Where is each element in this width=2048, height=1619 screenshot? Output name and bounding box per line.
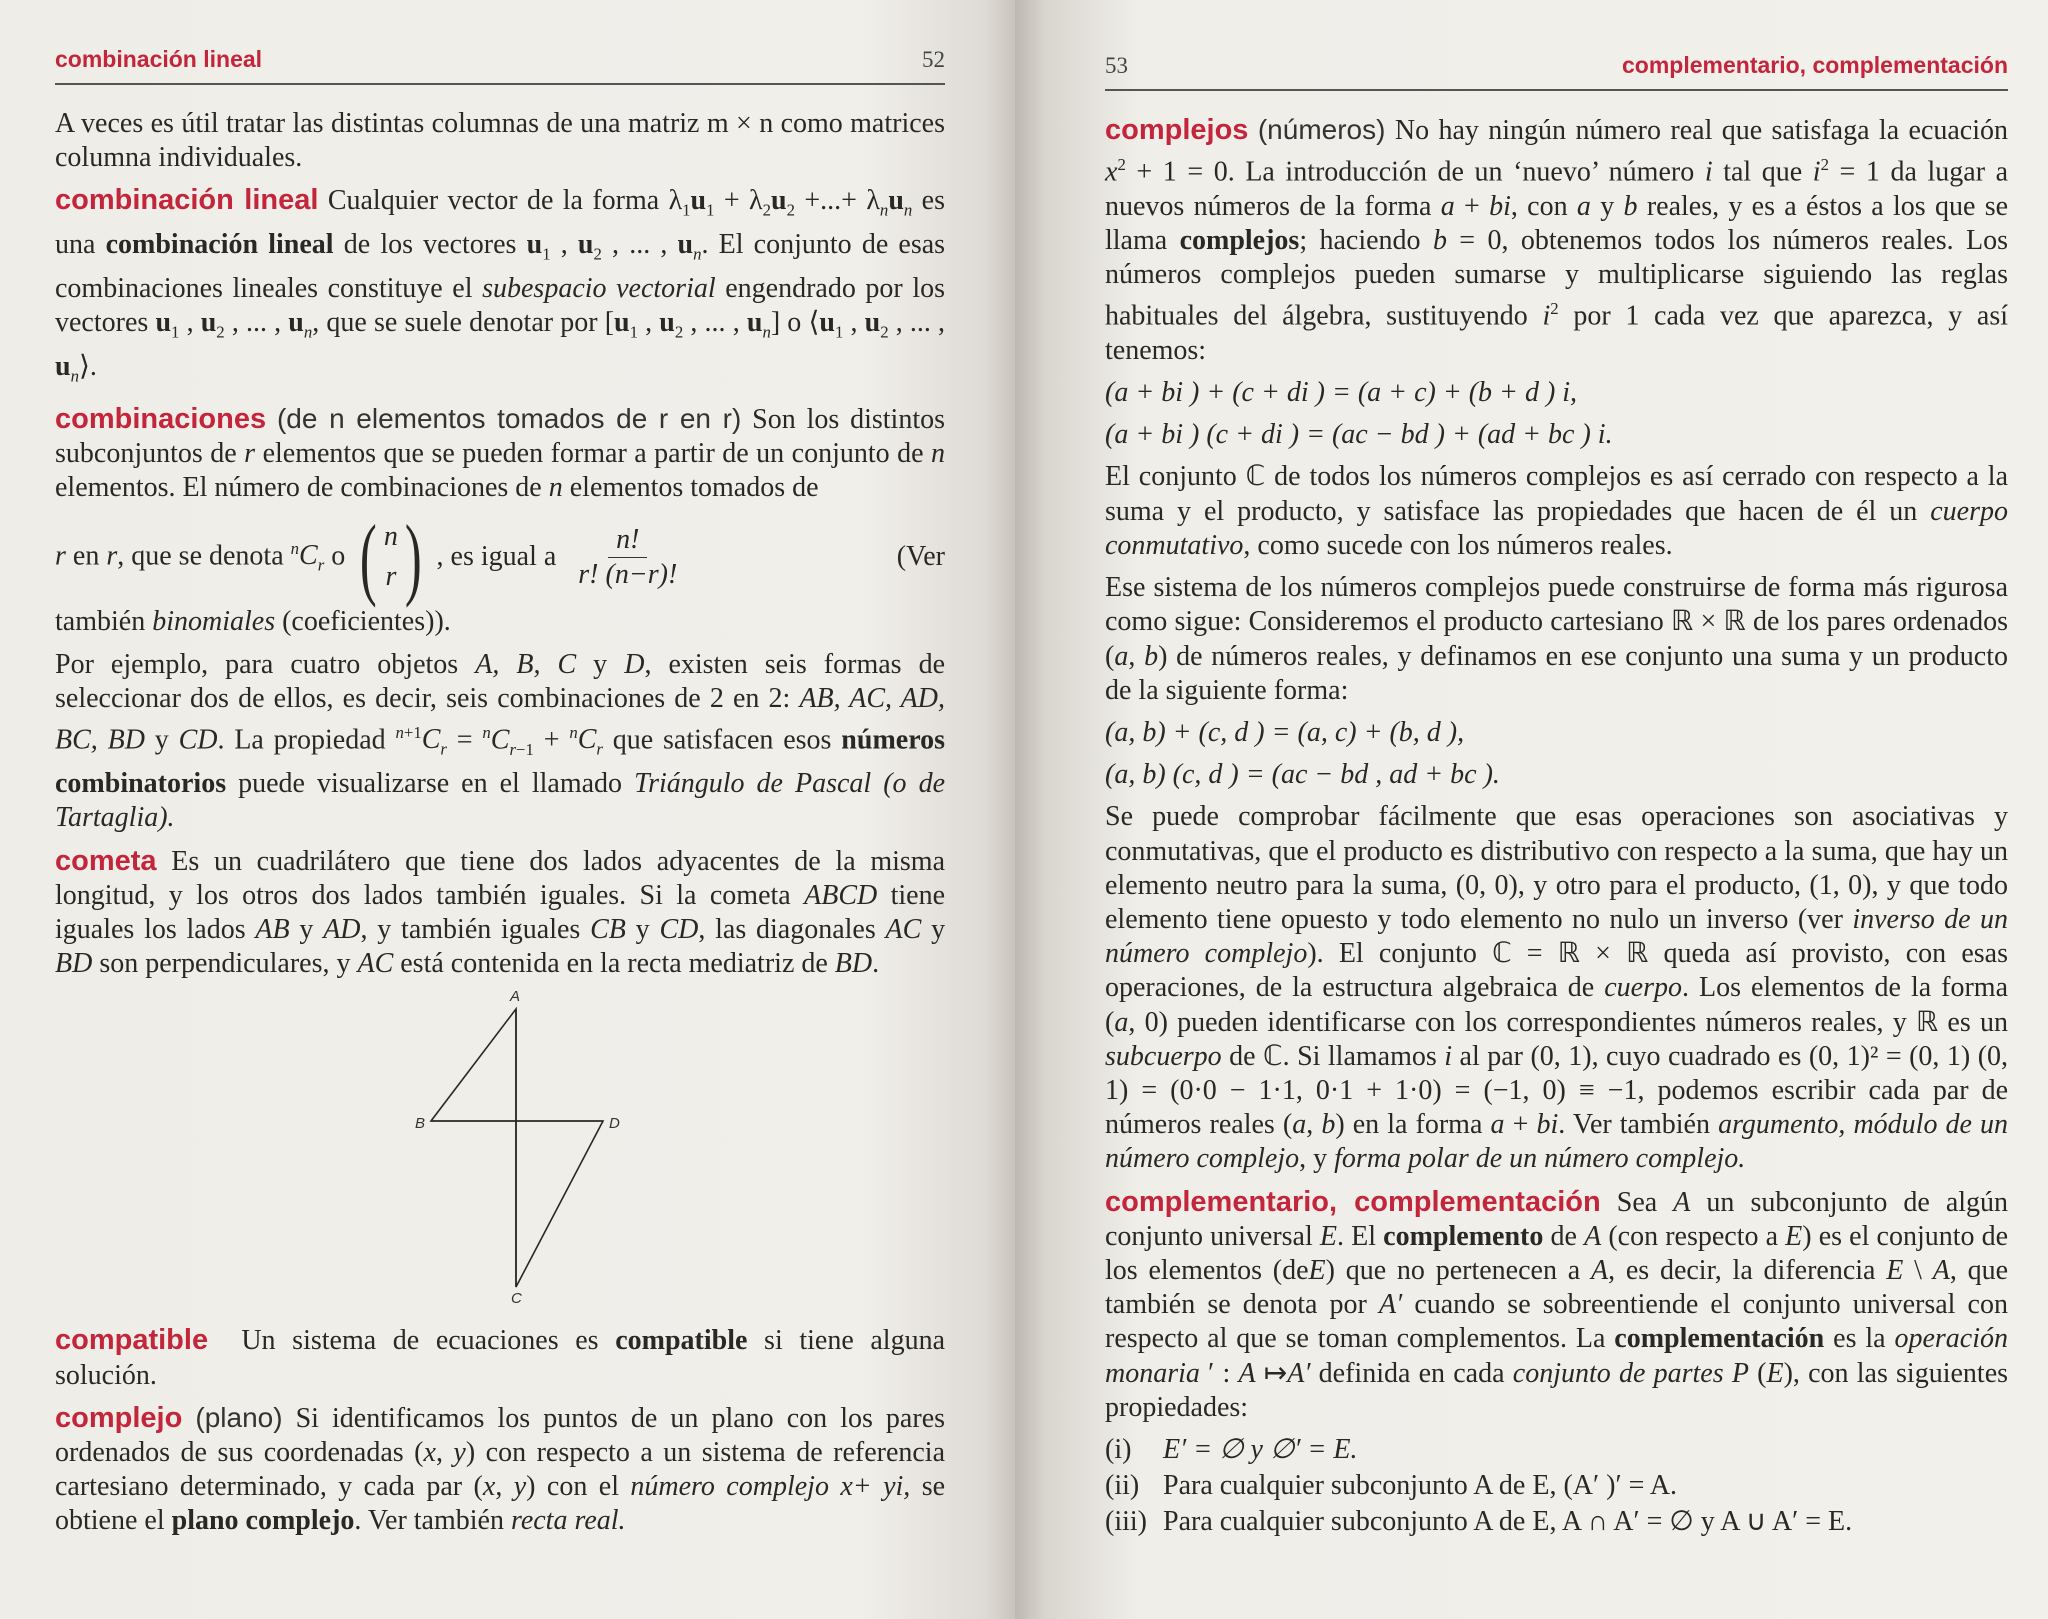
right-page	[1015, 0, 2048, 1619]
entry-combinaciones: combinaciones (de n elementos tomados de r en r) Son los distintos subconjuntos de r elementos que se pueden formar a partir de un conjunto de n elementos. El número de combinaciones de n elementos tomados de r en r, que se denota $^nC_r$ o ( n r ) , es igual a $\frac{n!}{r! (n-r)!}$ (Ver también binomiales (coeficientes)).	[55, 402, 946, 638]
entry-headword: complejos	[1105, 114, 1249, 146]
paragraph-conjunto: El conjunto ℂ de todos los números complejos es así cerrado con respecto a la suma y el producto, y satisface las propiedades que hacen de él un cuerpo conmutativo, como sucede con los números reales.	[1105, 461, 2009, 561]
running-head-title: combinación lineal	[55, 46, 263, 72]
intro-paragraph: A veces es útil tratar las distintas columnas de una matriz m × n como matrices columna individuales.	[55, 108, 945, 174]
kite-svg	[55, 988, 945, 1308]
properties-list	[1105, 1433, 2008, 1540]
paragraph-comprobar: Se puede comprobar fácilmente que esas operaciones son asociativas y conmutativas, que el producto es distributivo con respecto a la suma, que hay un elemento neutro para la suma, (0, 0), y otro para el producto, (1, 0), y que todo elemento tiene opuesto y todo elemento no nulo un inverso (ver inverso de un número complejo). El conjunto ℂ = ℝ × ℝ queda así provisto, con esas operaciones, de la estructura algebraica de cuerpo. Los elementos de la forma (a, 0) pueden identificarse con los correspondientes números reales, y ℝ es un subcuerpo de ℂ. Si llamamos i al par (0, 1), cuyo cuadrado es (0, 1)² = (0, 1) (0, 1) = (0·0 − 1·1, 0·1 + 1·0) = (−1, 0) ≡ −1, podemos escribir cada par de números reales (a, b) en la forma a + bi. Ver también argumento, módulo de un número complejo, y forma polar de un número complejo.	[1105, 801, 2009, 1175]
kite-label-b: B	[415, 1115, 426, 1133]
entry-headword: combinaciones	[55, 402, 267, 435]
page-number: 52	[922, 47, 945, 72]
paragraph-sistema: Ese sistema de los números complejos puede construirse de forma más rigurosa como sigue: Consideremos el producto cartesiano ℝ × ℝ de los pares ordenados (a, b) de números reales, y definamos en ese conjunto una suma y un producto de la siguiente forma:	[1105, 572, 2008, 706]
running-head-left	[55, 46, 945, 85]
binomial-formula: r en r, que se denota $^nC_r$ o ( n r ) , es igual a $\frac{n!}{r! (n-r)!}$ (Ver	[55, 506, 945, 609]
kite-diagram	[55, 988, 945, 1308]
formula-pair-sum: (a, b) + (c, d ) = (a, c) + (b, d ),	[1105, 716, 1465, 748]
right-body	[1105, 113, 2008, 1540]
left-page	[0, 0, 1015, 1619]
entry-complejo: complejo (plano) Si identificamos los puntos de un plano con los pares ordenados de sus coordenadas (x, y) con respecto a un sistema de referencia cartesiano determinado, y cada par (x, y) con el número complejo x+ yi, se obtiene el plano complejo. Ver también recta real.	[55, 1401, 946, 1537]
entry-headword: compatible	[55, 1324, 209, 1357]
entry-headword: complementario, complementación	[1105, 1185, 1601, 1218]
kite-label-c: C	[511, 1290, 522, 1308]
formula-pair-product: (a, b) (c, d ) = (ac − bd , ad + bc ).	[1105, 759, 1500, 791]
formula-sum: (a + bi ) + (c + di ) = (a + c) + (b + d ) i,	[1105, 377, 1578, 409]
entry-combinacion-lineal: combinación lineal Cualquier vector de la forma $\lambda_1u_1 + \lambda_2u_2$ +...+ $\lambda_nu_n$ es una combinación lineal de los vectores $u_1$ , $u_2$ , ... , $u_n$. El conjunto de esas combinaciones lineales constituye el subespacio vectorial engendrado por los vectores $u_1$ , $u_2$ , ... , $u_n$, que se suele denotar por [$u_1$ , $u_2$ , ... , $u_n$] o $⟨u_1$ , $u_2$ , ... , $u_n⟩$.	[55, 184, 946, 386]
entry-headword: combinación lineal	[55, 184, 319, 217]
running-head-title: complementario, complementación	[1622, 52, 2008, 78]
list-item: (iii) Para cualquier subconjunto A de E, A ∩ A′ = ∅ y A ∪ A′ = E.	[1105, 1506, 1853, 1538]
kite-outline	[431, 1009, 603, 1287]
entry-complejos: complejos (números) No hay ningún número real que satisfaga la ecuación $x^2 + 1 = 0$. La introducción de un ‘nuevo’ número i tal que $i^2 = 1$ da lugar a nuevos números de la forma a + bi, con a y b reales, y es a éstos a los que se llama complejos; haciendo b = 0, obtenemos todos los números reales. Los números complejos pueden sumarse y multiplicarse siguiendo las reglas habituales del álgebra, sustituyendo $i^2$ por 1 cada vez que aparezca, y así tenemos:	[1105, 114, 2009, 366]
entry-cometa: cometa Es un cuadrilátero que tiene dos lados adyacentes de la misma longitud, y los otros dos lados también iguales. Si la cometa ABCD tiene iguales los lados AB y AD, y también iguales CB y CD, las diagonales AC y BD son perpendiculares, y AC está contenida en la recta mediatriz de BD.	[55, 844, 946, 980]
page-number: 53	[1105, 53, 1128, 78]
example-paragraph: Por ejemplo, para cuatro objetos A, B, C y D, existen seis formas de seleccionar dos de ellos, es decir, seis combinaciones de 2 en 2: AB, AC, AD, BC, BD y CD. La propiedad $^{n+1}C_r = ^nC_{r-1} + ^nC_r$ que satisfacen esos números combinatorios puede visualizarse en el llamado Triángulo de Pascal (o de Tartaglia).	[55, 648, 946, 834]
kite-label-a: A	[510, 988, 521, 1006]
entry-headword: complejo	[55, 1401, 183, 1434]
list-item: (ii) Para cualquier subconjunto A de E, (A′ )′ = A.	[1105, 1470, 1678, 1502]
list-item: (i) E′ = ∅ y ∅′ = E.	[1105, 1433, 1358, 1465]
entry-compatible: compatible Un sistema de ecuaciones es compatible si tiene alguna solución.	[55, 1324, 946, 1391]
fraction: $\frac{n!}{r! (n-r)!}$	[578, 523, 678, 590]
entry-complementario: complementario, complementación Sea A un subconjunto de algún conjunto universal E. El complemento de A (con respecto a E) es el conjunto de los elementos (deE) que no pertenecen a A, es decir, la diferencia E \ A, que también se denota por A′ cuando se sobreentiende el conjunto universal con respecto al que se toman complementos. La complementación es la operación monaria ′ : A ↦A′ definida en cada conjunto de partes P (E), con las siguientes propiedades:	[1105, 1185, 2009, 1423]
running-head-right	[1105, 52, 2008, 91]
formula-product: (a + bi ) (c + di ) = (ac − bd ) + (ad + bc ) i.	[1105, 419, 1613, 451]
entry-headword: cometa	[55, 844, 157, 877]
left-body	[55, 107, 945, 1539]
kite-label-d: D	[609, 1115, 620, 1133]
